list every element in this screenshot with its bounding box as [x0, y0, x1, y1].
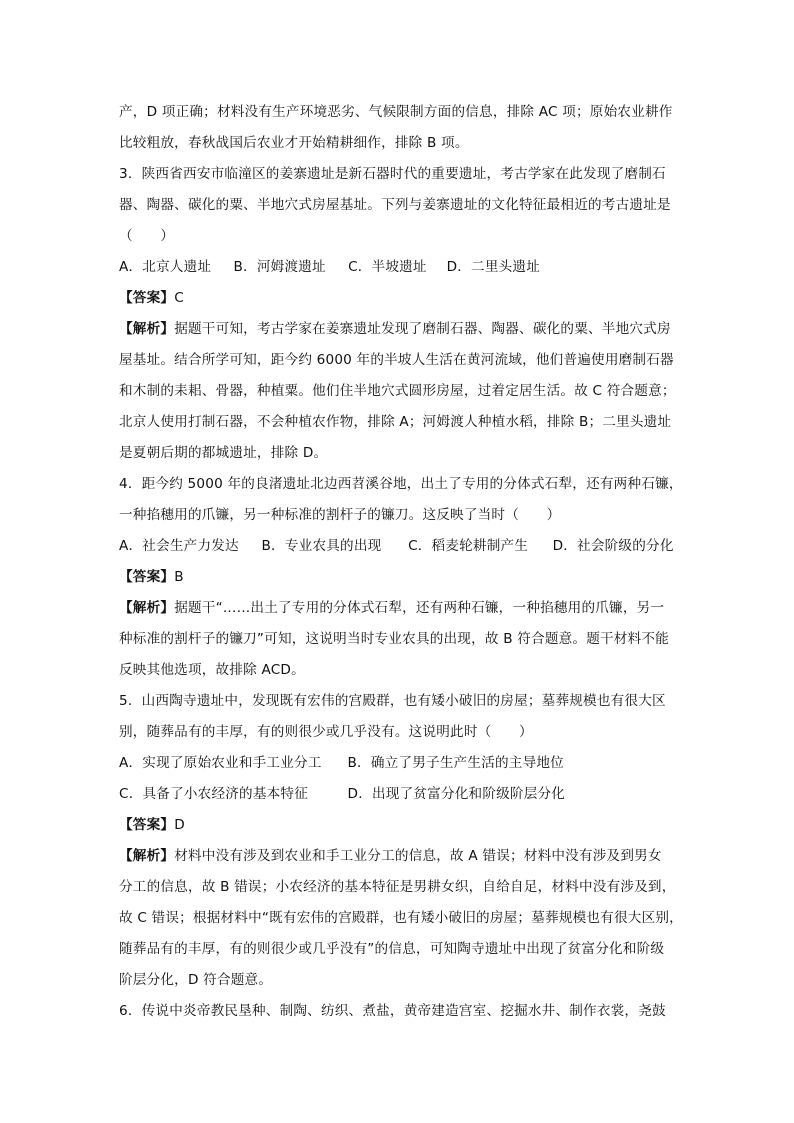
- question-4-answer: [119, 562, 679, 593]
- option-a: A．社会生产力发达: [119, 538, 239, 554]
- question-5-options-row-2: [119, 779, 679, 810]
- question-3-stem: 3．陕西省西安市临潼区的姜寨遗址是新石器时代的重要遗址，考古学家在此发现了磨制石: [119, 166, 666, 182]
- analysis-text: 种标准的割杆子的镰刀”可知，这说明当时专业农具的出现，故 B 符合题意。题干材料不能: [119, 631, 669, 647]
- option-d: D．出现了贫富分化和阶级阶层分化: [347, 786, 566, 802]
- question-4-options: [119, 531, 679, 562]
- question-5-stem: 别，随葬品有的丰厚，有的则很少或几乎没有。这说明此时（ ）: [119, 724, 533, 740]
- analysis-text: 随葬品有的丰厚，有的则很少或几乎没有”的信息，可知陶寺遗址中出现了贫富分化和阶级: [119, 941, 665, 957]
- question-3-options: [119, 252, 679, 283]
- analysis-text: 北京人使用打制石器，不会种植农作物，排除 A；河姆渡人种植水稻，排除 B；二里头遗址: [119, 414, 672, 430]
- question-3-stem: （ ）: [119, 228, 175, 244]
- question-5-analysis: [119, 841, 679, 872]
- option-b: B．河姆渡遗址: [233, 259, 326, 275]
- question-4-stem: 一种掐穗用的爪镰，另一种标准的割杆子的镰刀。这反映了当时（ ）: [119, 507, 561, 523]
- answer-label: 【答案】: [119, 569, 175, 585]
- analysis-text: 是夏朝后期的都城遗址，排除 D。: [119, 445, 328, 461]
- option-a: A．实现了原始农业和手工业分工: [119, 755, 322, 771]
- analysis-label: 【解析】: [119, 600, 175, 616]
- analysis-text: 据题干“……出土了专用的分体式石犁，还有两种石镰，一种掐穗用的爪镰，另一: [174, 600, 665, 616]
- text-line: 比较粗放，春秋战国后农业才开始精耕细作，排除 B 项。: [119, 135, 469, 151]
- option-d: D．社会阶级的分化: [552, 538, 674, 554]
- option-c: C．稻麦轮耕制产生: [408, 538, 529, 554]
- document-body: [119, 97, 683, 1027]
- analysis-label: 【解析】: [119, 848, 175, 864]
- analysis-text: 屋基址。结合所学可知，距今约 6000 年的半坡人生活在黄河流域，他们普遍使用磨制石器: [119, 352, 674, 368]
- question-5-answer: [119, 810, 679, 841]
- analysis-text: 阶层分化，D 符合题意。: [119, 972, 273, 988]
- question-4-analysis: [119, 593, 679, 624]
- answer-value: C: [174, 290, 184, 306]
- analysis-text: 故 C 错误；根据材料中“既有宏伟的宫殿群，也有矮小破旧的房屋；墓葬规模也有很大区别，: [119, 910, 683, 926]
- question-6-stem: 6．传说中炎帝教民垦种、制陶、纺织、煮盐，黄帝建造宫室、挖掘水井、制作衣裳，尧鼓: [119, 1003, 666, 1019]
- analysis-label: 【解析】: [119, 321, 175, 337]
- analysis-text: 和木制的耒耜、骨器，种植粟。他们住半地穴式圆形房屋，过着定居生活。故 C 符合题意；: [119, 383, 676, 399]
- option-d: D．二里头遗址: [446, 259, 541, 275]
- analysis-text: 反映其他选项，故排除 ACD。: [119, 662, 305, 678]
- option-c: C．具备了小农经济的基本特征: [119, 786, 309, 802]
- option-c: C．半坡遗址: [348, 259, 427, 275]
- analysis-text: 分工的信息，故 B 错误；小农经济的基本特征是男耕女织，自给自足，材料中没有涉及到，: [119, 879, 676, 895]
- question-3-answer: [119, 283, 679, 314]
- question-4-stem: 4．距今约 5000 年的良渚遗址北边西苕溪谷地，出土了专用的分体式石犁，还有两种石镰，: [119, 476, 683, 492]
- answer-label: 【答案】: [119, 817, 175, 833]
- option-b: B．确立了男子生产生活的主导地位: [347, 755, 564, 771]
- answer-value: B: [174, 569, 184, 585]
- text-line: 产，D 项正确；材料没有生产环境恶劣、气候限制方面的信息，排除 AC 项；原始农业耕作: [119, 104, 673, 120]
- answer-label: 【答案】: [119, 290, 175, 306]
- question-5-options-row-1: [119, 748, 679, 779]
- question-3-analysis: [119, 314, 679, 345]
- analysis-text: 据题干可知，考古学家在姜寨遗址发现了磨制石器、陶器、碳化的粟、半地穴式房: [174, 321, 671, 337]
- analysis-text: 材料中没有涉及到农业和手工业分工的信息，故 A 错误；材料中没有涉及到男女: [174, 848, 662, 864]
- option-b: B．专业农具的出现: [261, 538, 382, 554]
- question-5-stem: 5．山西陶寺遗址中，发现既有宏伟的宫殿群，也有矮小破旧的房屋；墓葬规模也有很大区: [119, 693, 666, 709]
- answer-value: D: [174, 817, 185, 833]
- question-3-stem: 器、陶器、碳化的粟、半地穴式房屋基址。下列与姜寨遗址的文化特征最相近的考古遗址是: [119, 197, 671, 213]
- option-a: A．北京人遗址: [119, 259, 212, 275]
